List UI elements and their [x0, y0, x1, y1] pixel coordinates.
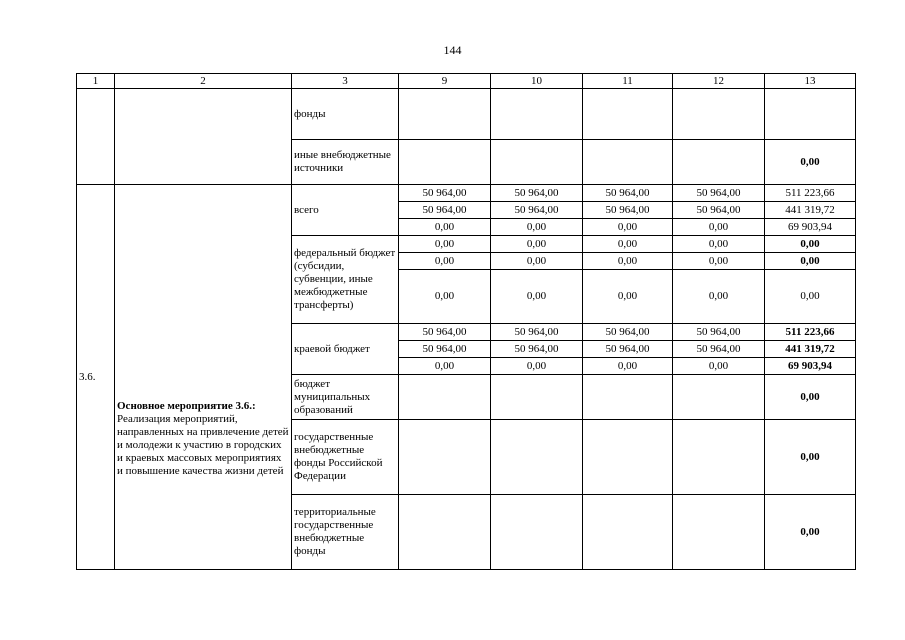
value-cell: 0,00 [399, 253, 491, 270]
header-cell: 12 [673, 74, 765, 89]
value-cell: 0,00 [765, 375, 856, 420]
source-label: фонды [292, 89, 399, 140]
value-cell: 50 964,00 [399, 185, 491, 202]
page-number: 144 [443, 43, 462, 57]
value-cell: 0,00 [491, 253, 583, 270]
value-cell: 50 964,00 [491, 202, 583, 219]
header-cell: 13 [765, 74, 856, 89]
value-cell: 0,00 [765, 270, 856, 324]
value-cell: 50 964,00 [491, 341, 583, 358]
header-cell: 2 [115, 74, 292, 89]
empty-cell [115, 89, 292, 185]
source-label: территориальные государственные внебюджетные фонды [292, 495, 399, 570]
value-cell: 0,00 [399, 236, 491, 253]
value-cell: 50 964,00 [491, 324, 583, 341]
header-cell: 10 [491, 74, 583, 89]
source-label: краевой бюджет [292, 324, 399, 375]
value-cell: 0,00 [673, 253, 765, 270]
value-cell: 50 964,00 [673, 341, 765, 358]
value-cell: 50 964,00 [399, 202, 491, 219]
table-row [77, 89, 856, 140]
measure-code: 3.6. [77, 185, 115, 570]
value-cell: 0,00 [491, 270, 583, 324]
header-cell: 1 [77, 74, 115, 89]
value-cell: 0,00 [583, 236, 673, 253]
header-cell: 11 [583, 74, 673, 89]
budget-table [76, 73, 856, 570]
value-cell: 0,00 [399, 219, 491, 236]
value-cell: 0,00 [491, 236, 583, 253]
value-cell: 0,00 [673, 236, 765, 253]
value-cell: 69 903,94 [765, 219, 856, 236]
value-cell: 50 964,00 [583, 341, 673, 358]
value-cell: 0,00 [765, 420, 856, 495]
source-label: всего [292, 185, 399, 236]
value-cell: 0,00 [491, 219, 583, 236]
value-cell: 511 223,66 [765, 185, 856, 202]
value-cell: 0,00 [583, 219, 673, 236]
value-cell: 0,00 [583, 358, 673, 375]
value-cell: 0,00 [583, 253, 673, 270]
value-cell: 50 964,00 [673, 202, 765, 219]
value-cell: 0,00 [583, 270, 673, 324]
value-cell: 69 903,94 [765, 358, 856, 375]
value-cell: 50 964,00 [583, 185, 673, 202]
value-cell: 0,00 [765, 495, 856, 570]
source-label: иные внебюджетные источники [292, 140, 399, 185]
value-cell: 50 964,00 [583, 202, 673, 219]
source-label: бюджет муниципальных образований [292, 375, 399, 420]
header-cell: 9 [399, 74, 491, 89]
value-cell: 0,00 [765, 236, 856, 253]
value-cell: 441 319,72 [765, 341, 856, 358]
value-cell: 0,00 [673, 358, 765, 375]
empty-cell [77, 89, 115, 185]
source-label: федеральный бюджет (субсидии, субвенции, иные межбюджетные трансферты) [292, 236, 399, 324]
value-cell: 511 223,66 [765, 324, 856, 341]
value-cell: 50 964,00 [399, 324, 491, 341]
value-cell: 0,00 [673, 270, 765, 324]
value-cell: 50 964,00 [673, 185, 765, 202]
value-cell: 0,00 [399, 358, 491, 375]
value-cell: 50 964,00 [399, 341, 491, 358]
value-cell: 0,00 [765, 253, 856, 270]
measure-title: Основное мероприятие 3.6.: [117, 399, 256, 412]
measure-description [115, 185, 292, 570]
table-row [77, 185, 856, 202]
value-cell: 0,00 [673, 219, 765, 236]
source-label: государственные внебюджетные фонды Российской Федерации [292, 420, 399, 495]
value-cell: 0,00 [399, 270, 491, 324]
value-cell: 50 964,00 [583, 324, 673, 341]
value-cell: 441 319,72 [765, 202, 856, 219]
header-row [77, 74, 856, 89]
measure-text: Реализация мероприятий, направленных на привлечение детей и молодежи к участию в городских и краевых массовых мероприятиях и повышение качества жизни детей [117, 412, 289, 477]
value-cell: 50 964,00 [673, 324, 765, 341]
value-cell: 50 964,00 [491, 185, 583, 202]
value-cell: 0,00 [491, 358, 583, 375]
header-cell: 3 [292, 74, 399, 89]
value-cell: 0,00 [765, 140, 856, 185]
